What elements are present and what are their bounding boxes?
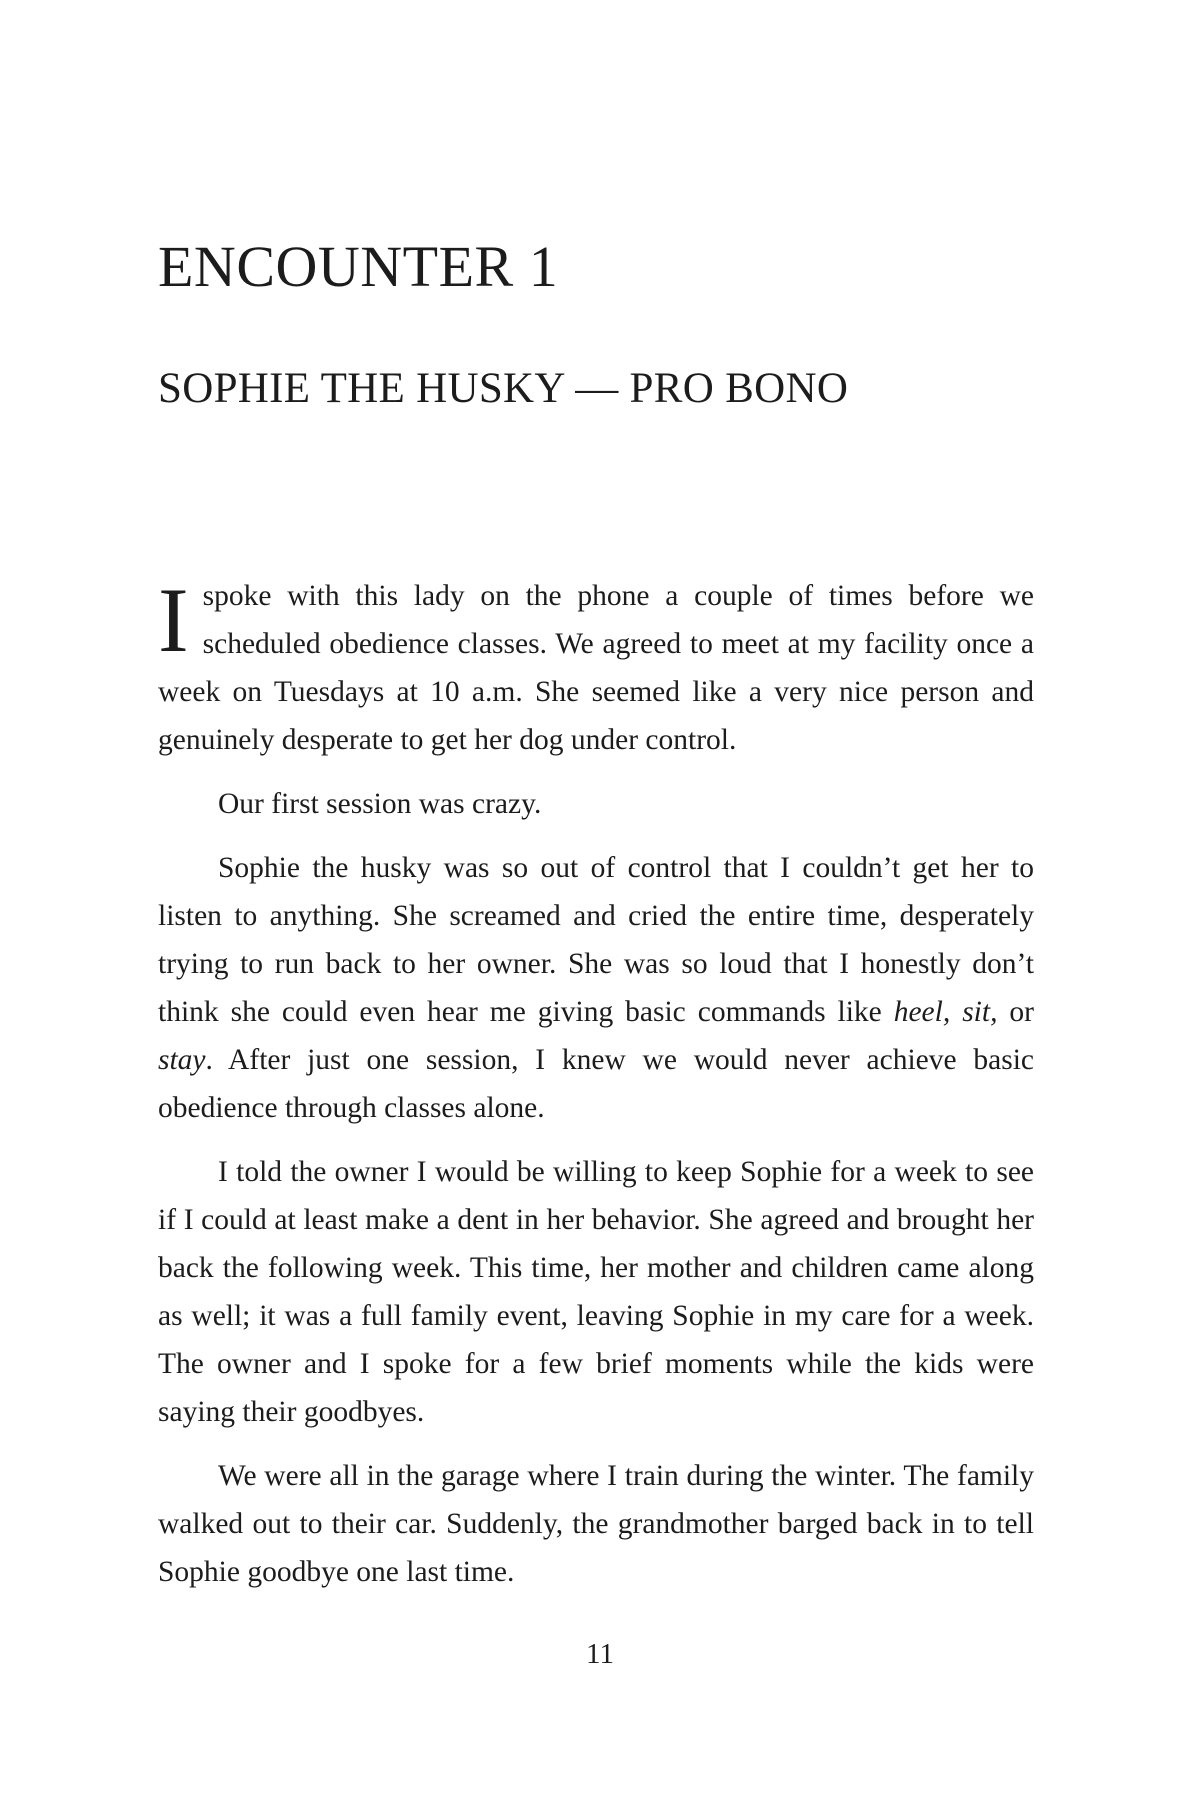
page-number: 11	[586, 1638, 614, 1670]
chapter-title: ENCOUNTER 1	[158, 234, 559, 299]
paragraph-3-text-after: . After just one session, I knew we would never achieve basic obedience through classes alone.	[158, 1044, 1034, 1124]
paragraph-3	[158, 844, 1034, 1132]
body-text	[158, 569, 1034, 1612]
paragraph-2-text: Our first session was crazy.	[218, 788, 542, 820]
paragraph-3-text-before: Sophie the husky was so out of control that I couldn’t get her to listen to anything. She screamed and cried the entire time, desperately trying to run back to her owner. She was so loud that I honestly don’t think she could even hear me giving basic commands like	[158, 852, 1034, 1028]
drop-cap: I	[158, 569, 189, 671]
chapter-subtitle: SOPHIE THE HUSKY — PRO BONO	[158, 365, 849, 412]
paragraph-5	[158, 1452, 1034, 1596]
paragraph-3-italic-commands: heel, sit,	[893, 996, 998, 1028]
paragraph-3-italic-stay: stay	[158, 1044, 206, 1076]
paragraph-4-text: I told the owner I would be willing to keep Sophie for a week to see if I could at least make a dent in her behavior. She agreed and brought her back the following week. This time, her mother and children came along as well; it was a full family event, leaving Sophie in my care for a week. The owner and I spoke for a few brief moments while the kids were saying their goodbyes.	[158, 1156, 1034, 1428]
paragraph-4	[158, 1148, 1034, 1436]
paragraph-5-text: We were all in the garage where I train during the winter. The family walked out to their car. Suddenly, the grandmother barged back in to tell Sophie goodbye one last time.	[158, 1460, 1034, 1588]
paragraph-3-text-middle: or	[997, 996, 1034, 1028]
paragraph-1-text: spoke with this lady on the phone a couple of times before we scheduled obedience classes. We agreed to meet at my facility once a week on Tuesdays at 10 a.m. She seemed like a very nice person and genuinely desperate to get her dog under control.	[158, 580, 1034, 756]
paragraph-1	[158, 569, 1034, 764]
paragraph-2	[158, 780, 1034, 828]
